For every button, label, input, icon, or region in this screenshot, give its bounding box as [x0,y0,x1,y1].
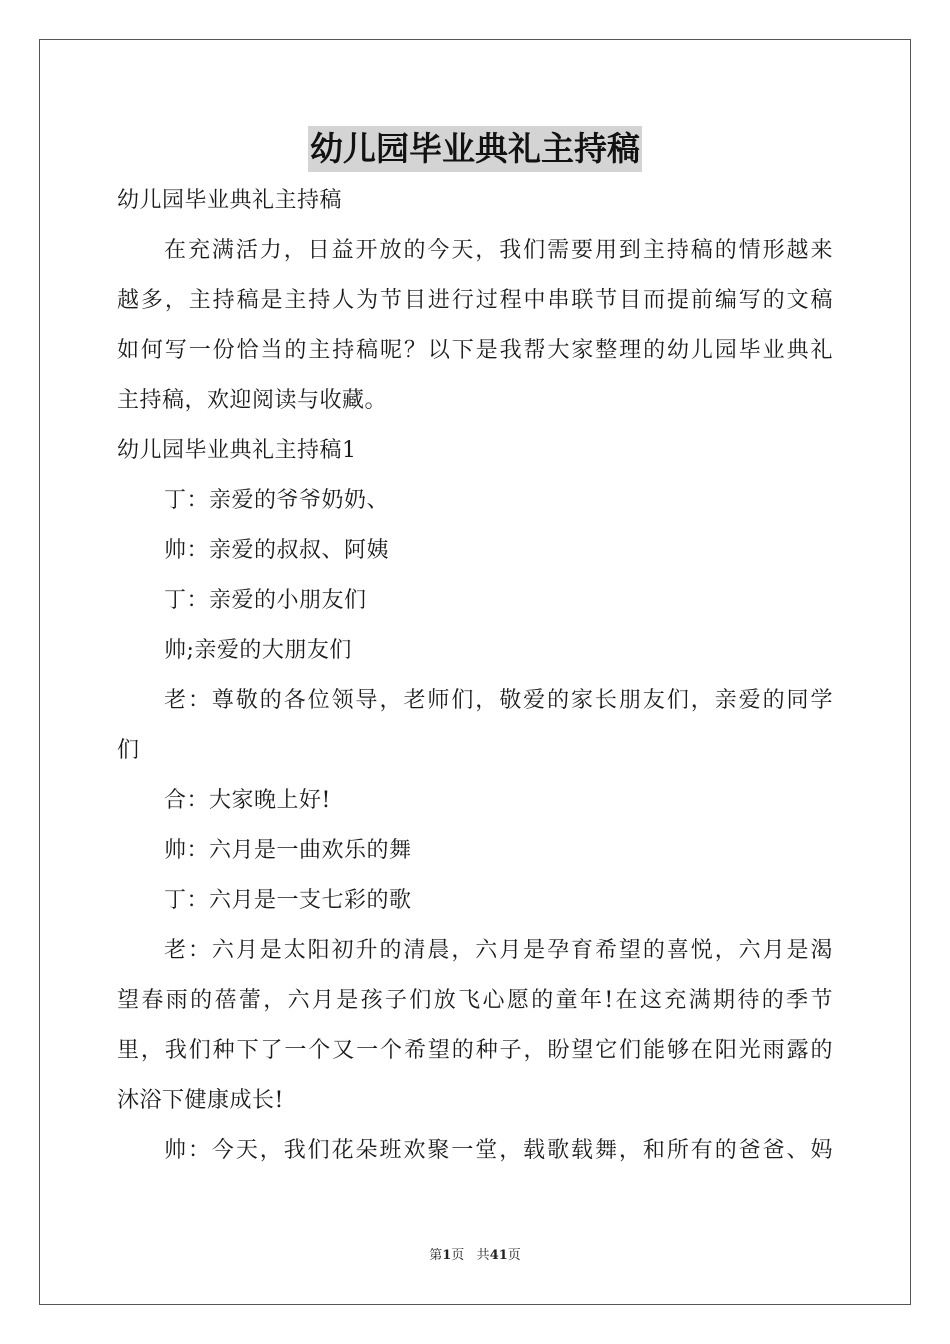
document-title [0,126,950,172]
footer-page-suffix: 页 [451,1248,465,1263]
text-line: 主持稿，欢迎阅读与收藏。 [117,388,388,413]
page-footer [0,1246,950,1266]
text-line: 丁：六月是一支七彩的歌 [164,888,412,913]
text-line: 老：尊敬的各位领导，老师们，敬爱的家长朋友们，亲爱的同学 [164,688,833,713]
text-line: 帅;亲爱的大朋友们 [164,638,352,663]
footer-page-number: 1 [442,1248,452,1263]
text-line: 越多，主持稿是主持人为节目进行过程中串联节目而提前编写的文稿 [117,288,833,313]
text-line: 们 [117,738,140,763]
text-line: 幼儿园毕业典礼主持稿 [117,188,343,213]
text-line: 如何写一份恰当的主持稿呢？以下是我帮大家整理的幼儿园毕业典礼 [117,338,833,363]
document-title-text: 幼儿园毕业典礼主持稿 [308,126,642,172]
text-line: 帅：今天，我们花朵班欢聚一堂，载歌载舞，和所有的爸爸、妈 [164,1138,833,1163]
text-line: 帅：亲爱的叔叔、阿姨 [164,538,390,563]
footer-prefix: 第 [429,1248,443,1263]
text-line: 在充满活力，日益开放的今天，我们需要用到主持稿的情形越来 [164,238,833,263]
footer-total-pages: 41 [489,1248,508,1263]
text-line: 里，我们种下了一个又一个希望的种子，盼望它们能够在阳光雨露的 [117,1038,833,1063]
text-line: 沐浴下健康成长! [117,1088,284,1113]
text-line: 合：大家晚上好! [164,788,331,813]
text-line: 丁：亲爱的爷爷奶奶、 [164,488,390,513]
footer-total-suffix: 页 [507,1248,521,1263]
footer-total-prefix: 共 [476,1248,490,1263]
text-line: 幼儿园毕业典礼主持稿1 [117,438,357,463]
text-line: 老：六月是太阳初升的清晨，六月是孕育希望的喜悦，六月是渴 [164,938,833,963]
text-line: 望春雨的蓓蕾，六月是孩子们放飞心愿的童年!在这充满期待的季节 [117,988,833,1013]
document-body [117,176,833,1176]
text-line: 帅：六月是一曲欢乐的舞 [164,838,412,863]
text-line: 丁：亲爱的小朋友们 [164,588,367,613]
